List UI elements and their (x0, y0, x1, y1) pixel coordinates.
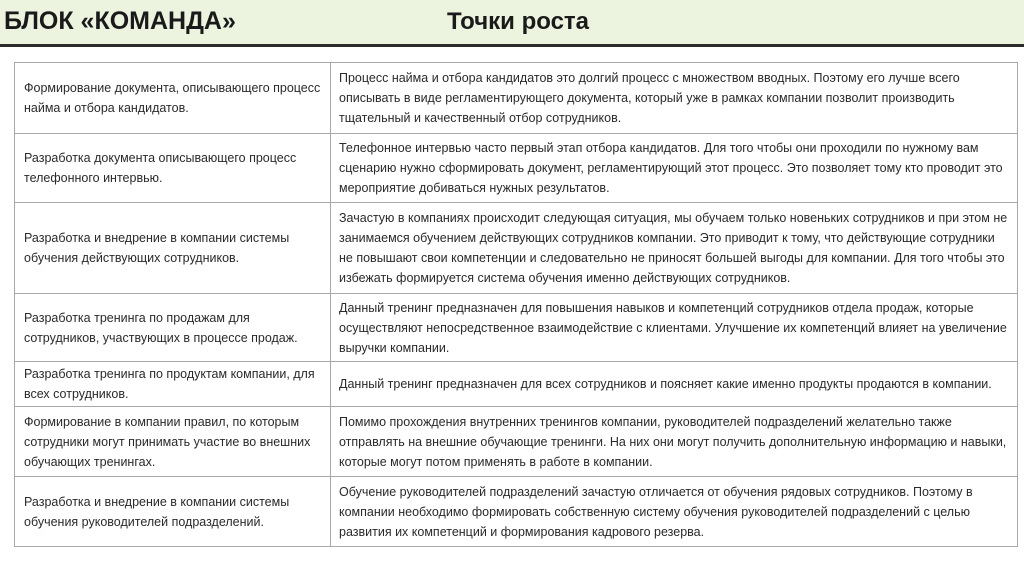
table-row (15, 407, 1018, 477)
description-cell: Телефонное интервью часто первый этап отбора кандидатов. Для того чтобы они проходили по нужному вам сценарию нужно сформировать документ, регламентирующий этот процесс. Это позволяет тому кто проводит это мероприятие добиваться нужных результатов. (331, 134, 1018, 203)
action-cell: Разработка и внедрение в компании системы обучения действующих сотрудников. (15, 203, 331, 294)
action-cell: Формирование в компании правил, по которым сотрудники могут принимать участие во внешних обучающих тренингах. (15, 407, 331, 477)
description-cell: Данный тренинг предназначен для повышения навыков и компетенций сотрудников отдела продаж, которые осуществляют непосредственное взаимодействие с клиентами. Улучшение их компетенций влияет на увеличение выручки компании. (331, 294, 1018, 362)
action-cell: Разработка и внедрение в компании системы обучения руководителей подразделений. (15, 477, 331, 547)
description-cell: Зачастую в компаниях происходит следующая ситуация, мы обучаем только новеньких сотрудников и при этом не занимаемся обучением действующих сотрудников компании. Это приводит к тому, что действующие сотрудники не повышают свои компетенции и следовательно не приносят большей выгоды для компании. Для того чтобы это избежать формируется система обучения именно действующих сотрудников. (331, 203, 1018, 294)
description-cell: Данный тренинг предназначен для всех сотрудников и поясняет какие именно продукты продаются в компании. (331, 362, 1018, 407)
table-row (15, 362, 1018, 407)
description-cell: Процесс найма и отбора кандидатов это долгий процесс с множеством вводных. Поэтому его лучше всего описывать в виде регламентирующего документа, который уже в рамках компании позволит производить тщательный и качественный отбор сотрудников. (331, 63, 1018, 134)
slide-header (0, 0, 1024, 47)
growth-points-table-wrapper (14, 62, 1018, 547)
action-cell: Разработка тренинга по продуктам компании, для всех сотрудников. (15, 362, 331, 407)
description-cell: Помимо прохождения внутренних тренингов компании, руководителей подразделений желательно также отправлять на внешние обучающие тренинги. На них они могут получить дополнительную информацию и навыки, которые могут потом применять в работе в компании. (331, 407, 1018, 477)
action-cell: Разработка тренинга по продажам для сотрудников, участвующих в процессе продаж. (15, 294, 331, 362)
action-cell: Формирование документа, описывающего процесс найма и отбора кандидатов. (15, 63, 331, 134)
description-cell: Обучение руководителей подразделений зачастую отличается от обучения рядовых сотрудников. Поэтому в компании необходимо формировать собственную систему обучения руководителей подразделений с целью развития их компетенций и формирования кадрового резерва. (331, 477, 1018, 547)
block-title: БЛОК «КОМАНДА» (4, 7, 236, 35)
growth-points-table (14, 62, 1018, 547)
table-row (15, 477, 1018, 547)
table-row (15, 294, 1018, 362)
table-row (15, 134, 1018, 203)
table-row (15, 203, 1018, 294)
action-cell: Разработка документа описывающего процесс телефонного интервью. (15, 134, 331, 203)
section-title: Точки роста (447, 8, 590, 35)
table-row (15, 63, 1018, 134)
